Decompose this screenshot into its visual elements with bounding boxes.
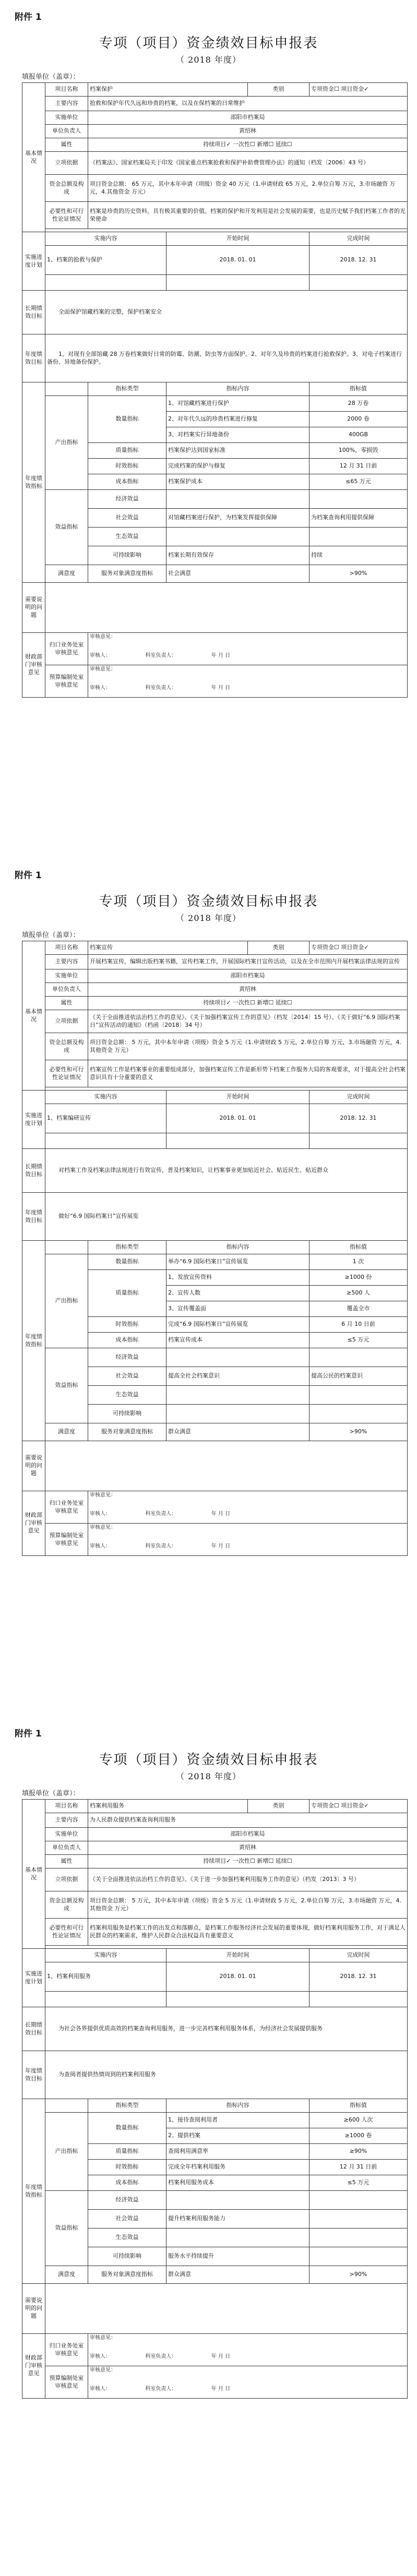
review-dept2-signer: 审核人： (90, 1543, 111, 1549)
quality-indicator-content: 档案保护达到国家标准 (166, 443, 309, 459)
benefit-indicator-label: 效益指标 (45, 490, 88, 565)
time-indicator-content: 完成档案的保护与修复 (166, 459, 309, 474)
form-page (0, 1717, 417, 2572)
benefit-social_value2-target: 为档案查询利用提供保障 (309, 509, 408, 528)
indicator-head-blank (45, 382, 88, 396)
satisfaction-sub: 服务对象满意度指标 (88, 2266, 166, 2284)
basis-label: 立项依据 (45, 152, 88, 175)
benefit-social_value: 提升档案利用服务能力 (166, 2210, 309, 2228)
issues-text (45, 2284, 408, 2334)
quality-indicator-content: 2、宣传人数 (166, 1286, 309, 1301)
basis-label: 立项依据 (45, 1010, 88, 1033)
implementing-unit-value: 邵阳市档案局 (88, 111, 408, 125)
review-dept2-head: 科室负责人： (145, 685, 177, 691)
form-title: 专项（项目）资金绩效目标申报表 (99, 1752, 318, 1768)
time-indicator-value: 12 月 31 日前 (309, 2160, 408, 2175)
plan-row-end (309, 1133, 408, 1149)
necessity-label: 必要性和可行性论证情况 (45, 1919, 88, 1946)
benefit-eco_label: 生态效益 (88, 2228, 166, 2247)
benefit-econ_value (166, 2191, 309, 2210)
cost-indicator-content: 档案保护成本 (166, 474, 309, 490)
funding-value: 项目资金总额： 5 万元，其中本年申请（项级）资金 5 万元（1.申请财政 5 万元，2.单位自筹 万元，3.市场融资 万元，4.其他资金 万元） (88, 1033, 408, 1060)
cost-indicator-value: ≤5 万元 (309, 1333, 408, 1348)
benefit-social_value2-target (309, 2210, 408, 2228)
indicator-head-value: 指标值 (309, 2099, 408, 2113)
unit-leader-label: 单位负责人 (45, 125, 88, 138)
project-name-label: 项目名称 (45, 83, 88, 97)
review-side-label: 财政部门审核意见 (22, 1491, 45, 1556)
review-dept1-cell (88, 2334, 408, 2366)
benefit-social_label: 社会效益 (88, 509, 166, 528)
cost-indicator-value: ≤5 万元 (309, 2175, 408, 2191)
form-title: 专项（项目）资金绩效目标申报表 (99, 894, 318, 909)
satisfaction-label: 满意度 (45, 565, 88, 583)
plan-row-content: 1、档案编研宣传 (45, 1104, 166, 1133)
quantity-indicator-label: 数量指标 (88, 396, 166, 443)
quantity-indicator-content: 举办“6.9 国际档案日”宣传展览 (166, 1254, 309, 1270)
filing-unit-label: 填报单位（盖章）： (22, 73, 80, 81)
plan-side-label: 实施进度计划 (22, 232, 45, 291)
project-name-value: 档案宣传 (88, 941, 248, 955)
quantity-indicator-value: 400GB (309, 427, 408, 443)
unit-leader-label: 单位负责人 (45, 1841, 88, 1855)
quantity-indicator-content: 3、对档案实行异地备份 (166, 427, 309, 443)
performance-table (22, 941, 408, 1556)
annual-side-label: 年度绩效目标 (22, 2051, 45, 2099)
benefit-eco_value-target (309, 1386, 408, 1405)
satisfaction-target: 群众满意 (166, 2266, 309, 2284)
benefit-econ_value-target (309, 1348, 408, 1367)
benefit-sustain_value2-target: 持续 (309, 546, 408, 565)
review-dept2: 预算编制处室审核意见 (45, 1524, 88, 1556)
plan-col-content: 实施内容 (45, 1091, 166, 1104)
satisfaction-sub: 服务对象满意度指标 (88, 565, 166, 583)
satisfaction-value: >90% (309, 2266, 408, 2284)
annual-text: 为查阅者提供热情周到的档案利用服务 (45, 2051, 408, 2099)
category-label: 类别 (248, 1800, 309, 1813)
main-content-value: 抢救和保护年代久远和珍贵的档案，以及在保档案的日常维护 (88, 97, 408, 111)
category-label: 类别 (248, 941, 309, 955)
implementing-unit-label: 实施单位 (45, 1828, 88, 1841)
review-dept1: 归口业务处室审核意见 (45, 2334, 88, 2366)
indicators-side-label: 年度绩效指标 (22, 2099, 45, 2284)
time-indicator-content: 完成“6.9 国际档案日”宣传展览 (166, 1317, 309, 1333)
plan-row-content (45, 275, 166, 291)
benefit-econ_label: 经济效益 (88, 1348, 166, 1367)
benefit-sustain_value: 服务水平持续提升 (166, 2247, 309, 2266)
indicators-side-label: 年度绩效指标 (22, 1241, 45, 1441)
attachment-label: 附件 1 (15, 1729, 42, 1739)
attribute-value: 持续项目✓ 一次性☐ 新增☐ 延续☐ (88, 138, 408, 152)
long-term-side-label: 长期绩效目标 (22, 2007, 45, 2051)
benefit-social_value: 对馆藏档案进行保护，为档案发挥提供保障 (166, 509, 309, 528)
annual-side-label: 年度绩效目标 (22, 334, 45, 382)
indicator-head-blank (45, 1241, 88, 1254)
quantity-indicator-value: ≥600 人次 (309, 2113, 408, 2128)
review-dept1-head: 科室负责人： (145, 652, 177, 658)
attribute-label: 属性 (45, 138, 88, 152)
basic-info-side-label: 基本情况 (22, 1800, 45, 1949)
attribute-label: 属性 (45, 1855, 88, 1868)
quantity-indicator-value: 1 次 (309, 1254, 408, 1270)
cost-indicator-label: 成本指标 (88, 1333, 166, 1348)
review-dept1-signer: 审核人： (90, 1511, 111, 1517)
review-dept1: 归口业务处室审核意见 (45, 1491, 88, 1524)
quantity-indicator-content: 1、接待查阅利用者 (166, 2113, 309, 2128)
form-title: 专项（项目）资金绩效目标申报表 (99, 35, 318, 51)
benefit-sustain_value2-target (309, 2247, 408, 2266)
review-dept1-note: 审核意见： (90, 1492, 116, 1498)
review-dept1-cell (88, 1491, 408, 1524)
quality-indicator-content: 查阅利用满意率 (166, 2144, 309, 2160)
funding-value: 项目资金总额： 65 万元，其中本年申请（项级）资金 40 万元（1.申请财政 65 万元，2.单位自筹 万元，3.市场融资 万元，4.其他资金 万元） (88, 175, 408, 202)
review-dept2-date: 年 月 日 (211, 1543, 231, 1549)
quality-indicator-value: ≥1000 份 (309, 1270, 408, 1286)
review-dept1-signer: 审核人： (90, 2353, 111, 2359)
indicator-head-content: 指标内容 (166, 2099, 309, 2113)
output-indicator-label: 产出指标 (45, 2113, 88, 2191)
form-year: （ 2018 年度） (176, 1771, 241, 1781)
plan-row-start: 2018. 01. 01 (166, 1104, 309, 1133)
cost-indicator-content: 档案宣传成本 (166, 1333, 309, 1348)
plan-row-end: 2018. 12. 31 (309, 1104, 408, 1133)
plan-row-end (309, 1992, 408, 2007)
issues-side-label: 需要说明的问题 (22, 583, 45, 633)
basic-info-side-label: 基本情况 (22, 83, 45, 232)
plan-row-content: 1、档案利用服务 (45, 1962, 166, 1992)
review-dept1-signer: 审核人： (90, 652, 111, 658)
quality-indicator-content: 3、宣传覆盖面 (166, 1301, 309, 1317)
plan-col-start: 开始时间 (166, 1949, 309, 1962)
time-indicator-label: 时效指标 (88, 2160, 166, 2175)
necessity-label: 必要性和可行性论证情况 (45, 1060, 88, 1087)
funding-value: 项目资金总额： 5 万元，其中本年申请（项级）资金 5 万元（1.申请财政 5 万元，2.单位自筹 万元，3.市场融资 万元，4.其他资金 万元） (88, 1891, 408, 1919)
funding-label: 资金总额及构成 (45, 1033, 88, 1060)
long-term-text: 全面保护馆藏档案的完整，保护档案安全 (45, 291, 408, 334)
issues-text (45, 583, 408, 633)
attachment-label: 附件 1 (15, 12, 42, 22)
plan-col-end: 完成时间 (309, 1949, 408, 1962)
review-side-label: 财政部门审核意见 (22, 633, 45, 698)
benefit-eco_label: 生态效益 (88, 1386, 166, 1405)
unit-leader-value: 黄绍林 (88, 125, 408, 138)
quality-indicator-label: 质量指标 (88, 2144, 166, 2160)
issues-text (45, 1441, 408, 1491)
funding-label: 资金总额及构成 (45, 1891, 88, 1919)
unit-leader-label: 单位负责人 (45, 983, 88, 997)
quality-indicator-value: ≥90% (309, 2144, 408, 2160)
quantity-indicator-content: 2、对年代久远的珍贵档案进行修复 (166, 412, 309, 427)
quantity-indicator-value: 2000 卷 (309, 412, 408, 427)
review-dept1-cell (88, 633, 408, 665)
issues-side-label: 需要说明的问题 (22, 1441, 45, 1491)
review-dept2-signer: 审核人： (90, 2386, 111, 2392)
unit-leader-value: 黄绍林 (88, 983, 408, 997)
review-dept1-head: 科室负责人： (145, 1511, 177, 1517)
benefit-social_value2-target: 提高公民的档案意识 (309, 1367, 408, 1386)
review-dept2-date: 年 月 日 (211, 2386, 231, 2392)
plan-col-end: 完成时间 (309, 232, 408, 246)
benefit-econ_value (166, 490, 309, 509)
basis-value: 《关于全面推进依法治档工作的意见》、《关于加强档案宣传工作的意见》（档发〔2014〕15 号）、《关于做好“6.9 国际档案日”宣传活动的通知》（档函〔2018〕34 号） (88, 1010, 408, 1033)
satisfaction-label: 满意度 (45, 1423, 88, 1441)
quantity-indicator-value: ≥1000 卷 (309, 2128, 408, 2144)
category-value: 专项资金☐ 项目资金✓ (309, 83, 408, 97)
review-dept2-note: 审核意见： (90, 2367, 116, 2373)
review-dept1-date: 年 月 日 (211, 1511, 231, 1517)
implementing-unit-value: 邵阳市档案局 (88, 969, 408, 983)
benefit-eco_value (166, 528, 309, 546)
plan-col-content: 实施内容 (45, 1949, 166, 1962)
attachment-label: 附件 1 (15, 870, 42, 881)
cost-indicator-value: ≤65 万元 (309, 474, 408, 490)
quality-indicator-value: ≥500 人 (309, 1286, 408, 1301)
attribute-value: 持续项目✓ 一次性☐ 新增☐ 延续☐ (88, 1855, 408, 1868)
review-dept1-date: 年 月 日 (211, 652, 231, 658)
performance-table (22, 82, 408, 698)
quantity-indicator-content: 1、对馆藏档案进行保护 (166, 396, 309, 412)
plan-row-start (166, 1992, 309, 2007)
indicator-head-content: 指标内容 (166, 1241, 309, 1254)
benefit-social_value: 提高全社会档案意识 (166, 1367, 309, 1386)
category-label: 类别 (248, 83, 309, 97)
implementing-unit-label: 实施单位 (45, 969, 88, 983)
review-dept2-cell (88, 1524, 408, 1556)
basis-label: 立项依据 (45, 1868, 88, 1891)
plan-row-start (166, 275, 309, 291)
unit-leader-value: 黄绍林 (88, 1841, 408, 1855)
indicator-head-value: 指标值 (309, 1241, 408, 1254)
main-content-label: 主要内容 (45, 97, 88, 111)
satisfaction-sub: 服务对象满意度指标 (88, 1423, 166, 1441)
time-indicator-value: 12 月 31 日前 (309, 459, 408, 474)
benefit-eco_value-target (309, 2228, 408, 2247)
benefit-sustain_label: 可持续影响 (88, 1405, 166, 1423)
long-term-side-label: 长期绩效目标 (22, 1149, 45, 1193)
implementing-unit-label: 实施单位 (45, 111, 88, 125)
category-value: 专项资金☐ 项目资金✓ (309, 941, 408, 955)
form-year: （ 2018 年度） (176, 913, 241, 923)
cost-indicator-content: 档案利用服务成本 (166, 2175, 309, 2191)
quantity-indicator-label: 数量指标 (88, 2113, 166, 2144)
indicators-side-label: 年度绩效指标 (22, 382, 45, 583)
basis-value: 《档案法》、国家档案局关于印发《国家重点档案抢救和保护补助费管理办法》的通知（档发〔2006〕43 号） (88, 152, 408, 175)
review-side-label: 财政部门审核意见 (22, 2334, 45, 2399)
benefit-sustain_label: 可持续影响 (88, 546, 166, 565)
form-page (0, 858, 417, 1714)
annual-side-label: 年度绩效目标 (22, 1193, 45, 1241)
quality-indicator-value: 覆盖全市 (309, 1301, 408, 1317)
quality-indicator-label: 质量指标 (88, 1270, 166, 1317)
long-term-side-label: 长期绩效目标 (22, 291, 45, 334)
basic-info-side-label: 基本情况 (22, 941, 45, 1091)
plan-row-start: 2018. 01. 01 (166, 246, 309, 275)
plan-row-end (309, 275, 408, 291)
benefit-econ_value-target (309, 2191, 408, 2210)
benefit-sustain_value2-target (309, 1405, 408, 1423)
review-dept2-signer: 审核人： (90, 685, 111, 691)
benefit-econ_label: 经济效益 (88, 490, 166, 509)
cost-indicator-label: 成本指标 (88, 474, 166, 490)
review-dept2-note: 审核意见： (90, 1525, 116, 1530)
benefit-econ_value-target (309, 490, 408, 509)
filing-unit-label: 填报单位（盖章）： (22, 931, 80, 939)
issues-side-label: 需要说明的问题 (22, 2284, 45, 2334)
form-page (0, 0, 417, 856)
attribute-label: 属性 (45, 997, 88, 1010)
annual-text: 1、对现有全部馆藏 28 万卷档案做好日常的防霉、防潮、防虫等方面保护。2、对年久及珍贵的档案进行抢救保护。3、对电子档案进行备份、异地备份保护。 (45, 334, 408, 382)
benefit-eco_value (166, 2228, 309, 2247)
long-term-text: 为社会各界提供优质高效的档案查询利用服务，进一步完善档案利用服务体系，为经济社会发展提供服务 (45, 2007, 408, 2051)
necessity-value: 档案是珍贵的历史资料，具有极其重要的价值。档案的保护和开发利用是社会发展的需要，也是历史赋予我们档案工作者的光荣使命 (88, 202, 408, 229)
quantity-indicator-label: 数量指标 (88, 1254, 166, 1270)
plan-row-end: 2018. 12. 31 (309, 1962, 408, 1992)
time-indicator-content: 完成全年档案利用服务 (166, 2160, 309, 2175)
benefit-social_label: 社会效益 (88, 2210, 166, 2228)
long-term-text: 对档案工作及档案法律法规进行有效宣传，普及档案知识，让档案事业更加贴近社会、贴近民生、贴近群众 (45, 1149, 408, 1193)
plan-side-label: 实施进度计划 (22, 1949, 45, 2007)
category-value: 专项资金☐ 项目资金✓ (309, 1800, 408, 1813)
annual-text: 做好“6.9 国际档案日”宣传展览 (45, 1193, 408, 1241)
review-dept2-head: 科室负责人： (145, 1543, 177, 1549)
review-dept2: 预算编制处室审核意见 (45, 2366, 88, 2399)
review-dept1-date: 年 月 日 (211, 2353, 231, 2359)
plan-row-content: 1、档案的抢救与保护 (45, 246, 166, 275)
review-dept1: 归口业务处室审核意见 (45, 633, 88, 665)
main-content-value: 开展档案宣传，编辑出版档案书籍，宣传档案工作，开展国际档案日宣传活动，以及在全市范围内开展档案法律法规的宣传 (88, 955, 408, 969)
time-indicator-label: 时效指标 (88, 459, 166, 474)
satisfaction-label: 满意度 (45, 2266, 88, 2284)
necessity-value: 档案宣传工作是档案事业的重要组成部分，加强档案宣传工作是新形势下档案工作服务大局的客观要求，对于提高全社会档案意识具有十分重要的意义 (88, 1060, 408, 1087)
indicator-head-content: 指标内容 (166, 382, 309, 396)
benefit-sustain_value (166, 1405, 309, 1423)
review-dept2-cell (88, 665, 408, 698)
form-year: （ 2018 年度） (176, 55, 241, 65)
review-dept2-date: 年 月 日 (211, 685, 231, 691)
output-indicator-label: 产出指标 (45, 1254, 88, 1348)
plan-side-label: 实施进度计划 (22, 1091, 45, 1149)
plan-col-start: 开始时间 (166, 232, 309, 246)
main-content-label: 主要内容 (45, 955, 88, 969)
benefit-econ_value (166, 1348, 309, 1367)
satisfaction-value: >90% (309, 1423, 408, 1441)
plan-col-content: 实施内容 (45, 232, 166, 246)
indicator-head-type: 指标类型 (88, 1241, 166, 1254)
review-dept2-cell (88, 2366, 408, 2399)
satisfaction-target: 社会满意 (166, 565, 309, 583)
plan-row-end: 2018. 12. 31 (309, 246, 408, 275)
time-indicator-label: 时效指标 (88, 1317, 166, 1333)
review-dept1-head: 科室负责人： (145, 2353, 177, 2359)
benefit-eco_value (166, 1386, 309, 1405)
review-dept2-head: 科室负责人： (145, 2386, 177, 2392)
benefit-sustain_value: 档案长期有效保存 (166, 546, 309, 565)
quantity-indicator-content: 2、提供档案 (166, 2128, 309, 2144)
funding-label: 资金总额及构成 (45, 175, 88, 202)
benefit-eco_label: 生态效益 (88, 528, 166, 546)
implementing-unit-value: 邵阳市档案局 (88, 1828, 408, 1841)
plan-col-end: 完成时间 (309, 1091, 408, 1104)
quality-indicator-value: 100%，零损毁 (309, 443, 408, 459)
quality-indicator-label: 质量指标 (88, 443, 166, 459)
benefit-sustain_label: 可持续影响 (88, 2247, 166, 2266)
filing-unit-label: 填报单位（盖章）： (22, 1790, 80, 1798)
indicator-head-value: 指标值 (309, 382, 408, 396)
main-content-value: 为人民群众提供档案查询利用服务 (88, 1813, 408, 1828)
review-dept2-note: 审核意见： (90, 666, 116, 672)
project-name-label: 项目名称 (45, 941, 88, 955)
benefit-indicator-label: 效益指标 (45, 2191, 88, 2266)
review-dept2: 预算编制处室审核意见 (45, 665, 88, 698)
quantity-indicator-value: 28 万卷 (309, 396, 408, 412)
attribute-value: 持续项目✓ 一次性☐ 新增☐ 延续☐ (88, 997, 408, 1010)
quality-indicator-content: 1、发放宣传资料 (166, 1270, 309, 1286)
main-content-label: 主要内容 (45, 1813, 88, 1828)
basis-value: 《关于全面推进依法治档工作的意见》、《关于进一步加强档案利用服务工作的意见》（档发〔2013〕3 号） (88, 1868, 408, 1891)
indicator-head-type: 指标类型 (88, 2099, 166, 2113)
plan-row-content (45, 1992, 166, 2007)
indicator-head-blank (45, 2099, 88, 2113)
review-dept1-note: 审核意见： (90, 634, 116, 640)
benefit-econ_label: 经济效益 (88, 2191, 166, 2210)
benefit-indicator-label: 效益指标 (45, 1348, 88, 1423)
benefit-eco_value-target (309, 528, 408, 546)
project-name-value: 档案利用服务 (88, 1800, 248, 1813)
plan-row-start: 2018. 01. 01 (166, 1962, 309, 1992)
satisfaction-target: 群众满意 (166, 1423, 309, 1441)
project-name-value: 档案保护 (88, 83, 248, 97)
time-indicator-value: 6 月 10 日前 (309, 1317, 408, 1333)
plan-row-content (45, 1133, 166, 1149)
plan-col-start: 开始时间 (166, 1091, 309, 1104)
review-dept1-note: 审核意见： (90, 2335, 116, 2341)
necessity-value: 档案利用服务是档案工作的出发点和落脚点，是档案工作服务经济社会发展的重要体现，做好档案利用服务工作，对于满足人民群众的档案需求，维护人民群众合法权益具有重要意义 (88, 1919, 408, 1946)
cost-indicator-label: 成本指标 (88, 2175, 166, 2191)
necessity-label: 必要性和可行性论证情况 (45, 202, 88, 229)
performance-table (22, 1799, 408, 2399)
plan-row-start (166, 1133, 309, 1149)
project-name-label: 项目名称 (45, 1800, 88, 1813)
output-indicator-label: 产出指标 (45, 396, 88, 490)
indicator-head-type: 指标类型 (88, 382, 166, 396)
benefit-social_label: 社会效益 (88, 1367, 166, 1386)
satisfaction-value: >90% (309, 565, 408, 583)
